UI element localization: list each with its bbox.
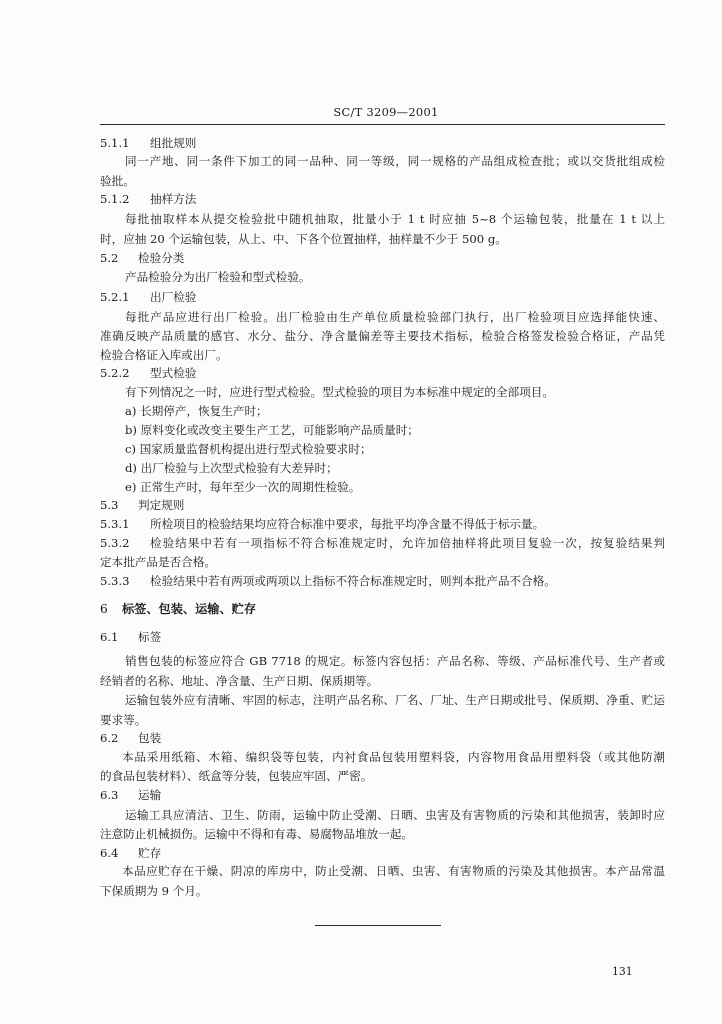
section-title: 型式检验 [150, 366, 197, 380]
section-number: 6.3 [100, 788, 119, 802]
section-number: 5.3.1 [100, 517, 130, 531]
section-title: 运输 [138, 788, 162, 802]
paragraph-line: 下保质期为 9 个月。 [100, 884, 208, 898]
section-title: 贮存 [138, 846, 162, 860]
paragraph-line: 的食品包装材料）、纸盒等分装，包装应牢固、严密。 [100, 769, 373, 783]
section-number: 5.3.3 [100, 574, 130, 588]
section-number: 5.3.2 [100, 536, 130, 550]
section-title: 出厂检验 [150, 290, 197, 304]
end-of-standard-rule [315, 925, 441, 926]
section-heading-5-2 [100, 250, 184, 266]
chapter-number: 6 [100, 602, 108, 616]
section-number: 6.2 [100, 731, 119, 745]
chapter-heading-6 [100, 601, 256, 617]
standard-code-header: SC/T 3209—2001 [333, 105, 439, 119]
paragraph-line: 销售包装的标签应符合 GB 7718 的规定。标签内容包括：产品名称、等级、产品标准代号、生产者或 [125, 654, 665, 668]
paragraph-line: 每批抽取样本从提交检验批中随机抽取，批量小于 1 t 时应抽 5~8 个运输包装，批量在 1 t 以上 [125, 212, 665, 226]
section-heading-5-3 [100, 497, 184, 513]
list-item: d) 出厂检验与上次型式检验有大差异时； [125, 461, 338, 475]
section-title: 抽样方法 [150, 192, 197, 206]
section-number: 5.1.2 [100, 192, 130, 206]
clause-text: 所检项目的检验结果均应符合标准中要求，每批平均净含量不得低于标示量。 [150, 517, 545, 531]
clause-text: 检验结果中若有两项或两项以上指标不符合标准规定时，则判本批产品不合格。 [150, 574, 556, 588]
section-number: 5.2.2 [100, 366, 130, 380]
clause-5-3-3 [100, 573, 556, 589]
list-item: a) 长期停产，恢复生产时； [125, 404, 268, 418]
section-number: 6.4 [100, 846, 119, 860]
section-number: 5.3 [100, 498, 119, 512]
page-number: 131 [612, 965, 633, 978]
paragraph-line: 本品应贮存在干燥、阴凉的库房中，防止受潮、日晒、虫害、有害物质的污染及其他损害。本产品常温 [122, 864, 665, 878]
section-title: 检验分类 [138, 251, 185, 265]
section-title: 包装 [138, 731, 162, 745]
clause-text: 检验结果中若有一项指标不符合标准规定时，允许加倍抽样将此项目复验一次，按复验结果判 [150, 536, 665, 550]
paragraph-line: 检验合格证入库或出厂。 [100, 348, 228, 362]
section-number: 5.1.1 [100, 136, 130, 150]
header-rule [100, 124, 665, 125]
section-heading-6-3 [100, 787, 161, 803]
clause-5-3-2 [100, 535, 665, 551]
paragraph-line: 运输包装外应有清晰、牢固的标志，注明产品名称、厂名、厂址、生产日期或批号、保质期、净重、贮运 [125, 693, 665, 707]
section-heading-5-1-1 [100, 135, 196, 151]
paragraph-line: 要求等。 [100, 713, 147, 727]
paragraph-line: 每批产品应进行出厂检验。出厂检验由生产单位质量检验部门执行，出厂检验项目应选择能快速、 [125, 310, 665, 324]
paragraph-line: 时，应抽 20 个运输包装，从上、中、下各个位置抽样，抽样量不少于 500 g。 [100, 232, 507, 246]
section-heading-6-1 [100, 629, 161, 645]
clause-5-3-1 [100, 516, 544, 532]
section-title: 标签 [138, 630, 162, 644]
paragraph-line: 有下列情况之一时，应进行型式检验。型式检验的项目为本标准中规定的全部项目。 [125, 385, 554, 399]
section-number: 5.2 [100, 251, 119, 265]
chapter-title: 标签、包装、运输、贮存 [122, 602, 257, 616]
section-heading-5-2-2 [100, 365, 196, 381]
section-title: 判定规则 [138, 498, 185, 512]
section-number: 6.1 [100, 630, 119, 644]
paragraph-line: 验批。 [100, 174, 135, 188]
list-item: e) 正常生产时，每年至少一次的周期性检验。 [125, 480, 361, 494]
section-title: 组批规则 [150, 136, 197, 150]
section-number: 5.2.1 [100, 290, 130, 304]
paragraph-line: 运输工具应清洁、卫生、防雨，运输中防止受潮、日晒、虫害及有害物质的污染和其他损害，装卸时应 [125, 808, 665, 822]
paragraph-line: 准确反映产品质量的感官、水分、盐分、净含量偏差等主要技术指标，检验合格签发检验合格证，产品凭 [100, 329, 665, 343]
paragraph-line: 产品检验分为出厂检验和型式检验。 [125, 270, 311, 284]
section-heading-5-1-2 [100, 191, 196, 207]
paragraph-line: 定本批产品是否合格。 [100, 555, 216, 569]
list-item: c) 国家质量监督机构提出进行型式检验要求时； [125, 442, 372, 456]
list-item: b) 原料变化或改变主要生产工艺，可能影响产品质量时； [125, 423, 419, 437]
section-heading-6-2 [100, 730, 161, 746]
paragraph-line: 注意防止机械损伤。运输中不得和有毒、易腐物品堆放一起。 [100, 827, 414, 841]
paragraph-line: 本品采用纸箱、木箱、编织袋等包装，内衬食品包装用塑料袋，内容物用食品用塑料袋（或其他防潮 [122, 750, 665, 764]
section-heading-6-4 [100, 845, 161, 861]
paragraph-line: 同一产地、同一条件下加工的同一品种、同一等级，同一规格的产品组成检查批；或以交货批组成检 [125, 154, 665, 168]
paragraph-line: 经销者的名称、地址、净含量、生产日期、保质期等。 [100, 674, 379, 688]
section-heading-5-2-1 [100, 289, 196, 305]
